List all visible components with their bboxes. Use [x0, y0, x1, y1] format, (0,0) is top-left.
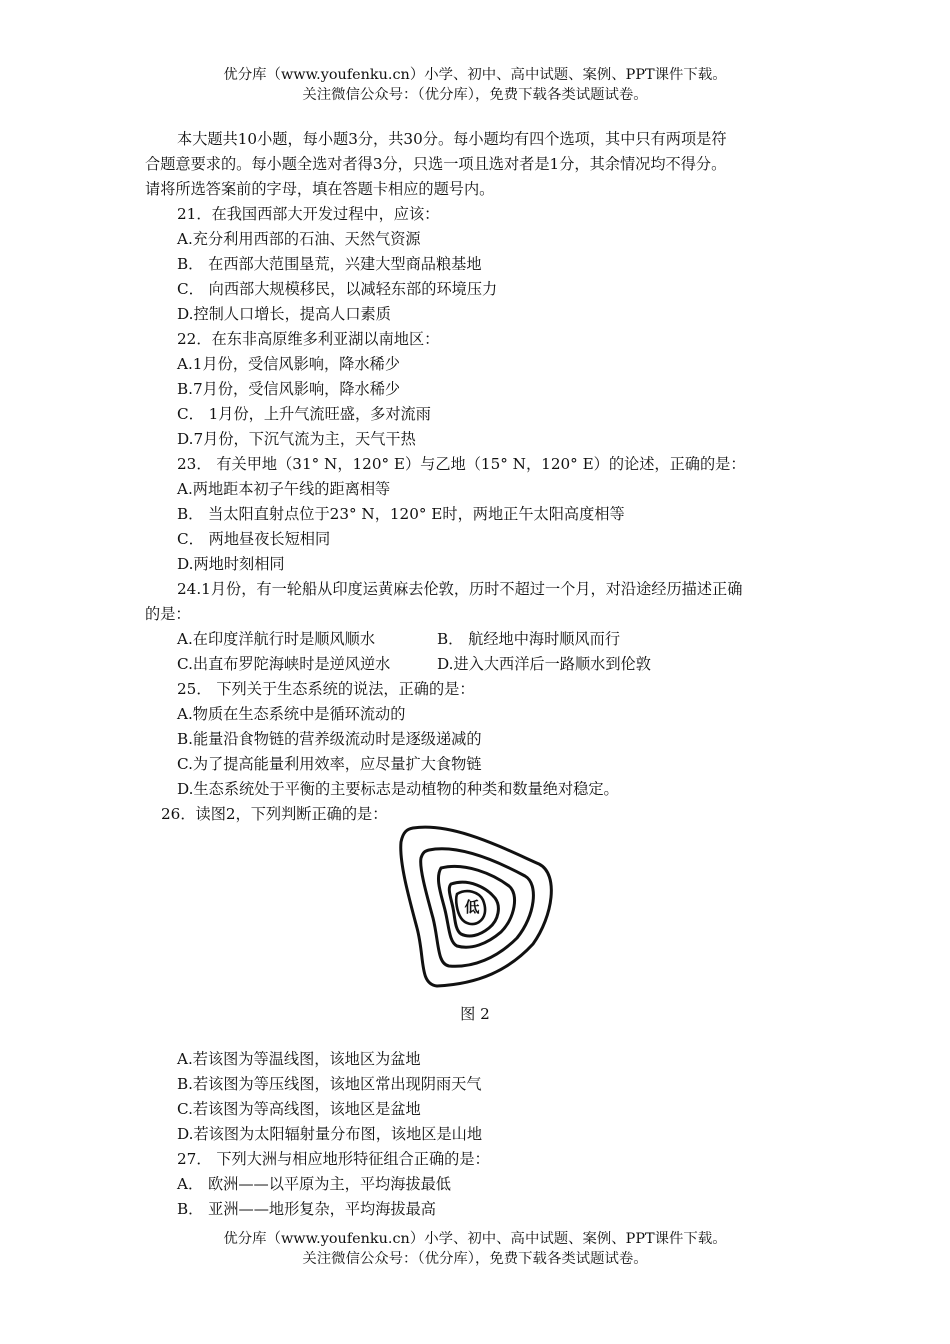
question-22-stem: 22．在东非高原维多利亚湖以南地区：: [177, 330, 440, 348]
question-25-stem: 25． 下列关于生态系统的说法，正确的是：: [177, 680, 475, 698]
question-27-stem: 27． 下列大洲与相应地形特征组合正确的是：: [177, 1150, 490, 1168]
question-26-option-c: C.若该图为等高线图，该地区是盆地: [177, 1100, 421, 1118]
question-26-option-a: A.若该图为等温线图，该地区为盆地: [177, 1050, 421, 1068]
question-21-stem: 21．在我国西部大开发过程中，应该：: [177, 205, 440, 223]
question-27-option-a: A． 欧洲——以平原为主，平均海拔最低: [177, 1175, 451, 1193]
isoline-figure: [393, 820, 557, 990]
question-22-option-b: B.7月份，受信风影响，降水稀少: [177, 380, 401, 398]
question-26-option-d: D.若该图为太阳辐射量分布图，该地区是山地: [177, 1125, 483, 1143]
question-23-option-b: B． 当太阳直射点位于23° N，120° E时，两地正午太阳高度相等: [177, 505, 625, 523]
page-footer-line-2: 关注微信公众号：（优分库），免费下载各类试题试卷。: [302, 1251, 648, 1267]
page-header-line-1: 优分库（www.youfenku.cn）小学、初中、高中试题、案例、PPT课件下载。: [223, 67, 727, 83]
question-22-option-a: A.1月份，受信风影响，降水稀少: [177, 355, 400, 373]
question-22-option-d: D.7月份，下沉气流为主，天气干热: [177, 430, 416, 448]
question-23-option-c: C． 两地昼夜长短相同: [177, 530, 331, 548]
page-header-line-2: 关注微信公众号：（优分库），免费下载各类试题试卷。: [302, 87, 648, 103]
question-23-option-d: D.两地时刻相同: [177, 555, 285, 573]
question-27-option-b: B． 亚洲——地形复杂，平均海拔最高: [177, 1200, 436, 1218]
question-21-option-d: D.控制人口增长，提高人口素质: [177, 305, 391, 323]
page-footer-line-1: 优分库（www.youfenku.cn）小学、初中、高中试题、案例、PPT课件下载。: [223, 1231, 727, 1247]
figure-label-low: 低: [464, 898, 480, 916]
question-22-option-c: C． 1月份，上升气流旺盛，多对流雨: [177, 405, 431, 423]
question-25-option-a: A.物质在生态系统中是循环流动的: [177, 705, 406, 723]
question-24-option-d: D.进入大西洋后一路顺水到伦敦: [437, 655, 651, 673]
question-23-option-a: A.两地距本初子午线的距离相等: [177, 480, 391, 498]
question-24-option-a: A.在印度洋航行时是顺风顺水: [177, 630, 376, 648]
question-24-stem-line-2: 的是：: [145, 605, 191, 623]
question-21-option-c: C． 向西部大规模移民，以减轻东部的环境压力: [177, 280, 498, 298]
instructions-line-2: 合题意要求的。每小题全选对者得3分，只选一项且选对者是1分，其余情况均不得分。: [145, 155, 727, 173]
question-25-option-c: C.为了提高能量利用效率，应尽量扩大食物链: [177, 755, 482, 773]
question-24-options-row-1: [177, 629, 777, 649]
instructions-line-3: 请将所选答案前的字母，填在答题卡相应的题号内。: [145, 180, 495, 198]
figure-caption: 图 2: [460, 1005, 490, 1023]
question-24-options-row-2: [177, 654, 777, 674]
question-21-option-a: A.充分利用西部的石油、天然气资源: [177, 230, 421, 248]
question-24-stem-line-1: 24.1月份，有一轮船从印度运黄麻去伦敦，历时不超过一个月，对沿途经历描述正确: [177, 580, 743, 598]
question-25-option-b: B.能量沿食物链的营养级流动时是逐级递减的: [177, 730, 482, 748]
question-24-option-c: C.出直布罗陀海峡时是逆风逆水: [177, 655, 391, 673]
question-24-option-b: B． 航经地中海时顺风而行: [437, 630, 621, 648]
question-25-option-d: D.生态系统处于平衡的主要标志是动植物的种类和数量绝对稳定。: [177, 780, 619, 798]
question-21-option-b: B． 在西部大范围垦荒，兴建大型商品粮基地: [177, 255, 482, 273]
question-23-stem: 23． 有关甲地（31° N，120° E）与乙地（15° N，120° E）的论述，正确的是：: [177, 455, 746, 473]
question-26-option-b: B.若该图为等压线图，该地区常出现阴雨天气: [177, 1075, 482, 1093]
question-26-stem: 26．读图2，下列判断正确的是：: [161, 805, 388, 823]
instructions-line-1: 本大题共10小题，每小题3分，共30分。每小题均有四个选项，其中只有两项是符: [177, 130, 727, 148]
